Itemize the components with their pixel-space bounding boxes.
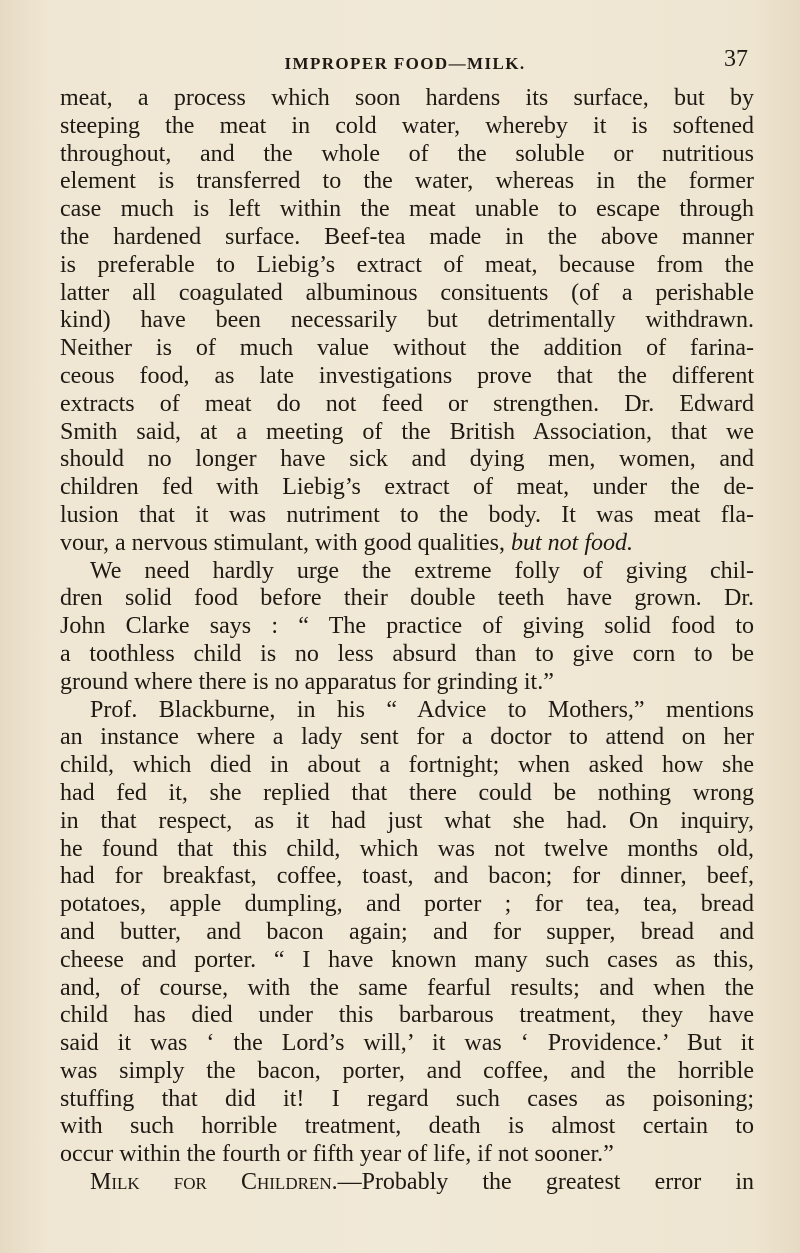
text-line: case much is left within the meat unable to escape through	[60, 196, 754, 223]
text-line: dren solid food before their double teeth have grown. Dr.	[60, 585, 754, 612]
text-line: stuffing that did it! I regard such cases as poisoning;	[60, 1085, 754, 1112]
text-line: said it was ‘ the Lord’s will,’ it was ‘ Providence.’ But it	[60, 1030, 754, 1057]
text-line: John Clarke says : “ The practice of giving solid food to	[60, 613, 754, 640]
text-line: Neither is of much value without the addition of farina-	[60, 335, 754, 362]
text-line: element is transferred to the water, whereas in the former	[60, 168, 754, 195]
page-number: 37	[724, 46, 748, 72]
text-line: Smith said, at a meeting of the British Association, that we	[60, 418, 754, 445]
text-line: the hardened surface. Beef-tea made in the above manner	[60, 223, 754, 250]
text-line: lusion that it was nutriment to the body. It was meat fla-	[60, 501, 754, 528]
italic-phrase: but not food.	[510, 529, 633, 556]
text-line: extracts of meat do not feed or strengthen. Dr. Edward	[60, 390, 754, 417]
text-line: had for breakfast, coffee, toast, and bacon; for dinner, beef,	[60, 863, 754, 890]
text-line: ground where there is no apparatus for grinding it.”	[60, 668, 554, 695]
paragraph-start: Prof. Blackburne, in his “ Advice to Mothers,” mentions	[90, 696, 754, 723]
text-line: kind) have been necessarily but detrimentally withdrawn.	[60, 307, 754, 334]
running-title: IMPROPER FOOD—MILK.	[284, 54, 526, 73]
text-line: steeping the meat in cold water, whereby it is softened	[60, 112, 754, 139]
text-line: children fed with Liebig’s extract of meat, under the de-	[60, 474, 754, 501]
text-line: cheese and porter. “ I have known many such cases as this,	[60, 946, 754, 973]
section-text: —Probably the greatest error in	[337, 1169, 754, 1196]
text-line: and butter, and bacon again; and for supper, bread and	[60, 918, 754, 945]
running-head	[60, 46, 750, 80]
text-fragment: vour, a nervous stimulant, with good qualities,	[60, 529, 511, 556]
section-paragraph	[60, 1169, 754, 1197]
section-heading: Milk for Children.	[90, 1169, 338, 1196]
text-line: latter all coagulated albuminous consituents (of a perishable	[60, 279, 754, 306]
text-line: potatoes, apple dumpling, and porter ; for tea, tea, bread	[60, 891, 754, 918]
text-line: was simply the bacon, porter, and coffee, and the horrible	[60, 1057, 754, 1084]
text-line: and, of course, with the same fearful results; and when the	[60, 974, 754, 1001]
text-line: he found that this child, which was not twelve months old,	[60, 835, 754, 862]
text-line: with such horrible treatment, death is almost certain to	[60, 1113, 754, 1140]
text-line: meat, a process which soon hardens its surface, but by	[60, 85, 754, 111]
text-line: child, which died in about a fortnight; when asked how she	[60, 752, 754, 779]
text-line: in that respect, as it had just what she had. On inquiry,	[60, 807, 754, 834]
text-line: had fed it, she replied that there could be nothing wrong	[60, 779, 754, 806]
text-line-with-italic	[60, 530, 754, 558]
text-line: ceous food, as late investigations prove that the different	[60, 362, 754, 389]
text-line: a toothless child is no less absurd than to give corn to be	[60, 640, 754, 667]
text-line: throughout, and the whole of the soluble or nutritious	[60, 140, 754, 167]
text-line: an instance where a lady sent for a doctor to attend on her	[60, 724, 754, 751]
text-line: child has died under this barbarous treatment, they have	[60, 1002, 754, 1029]
text-line: is preferable to Liebig’s extract of meat, because from the	[60, 251, 754, 278]
text-line: should no longer have sick and dying men, women, and	[60, 446, 754, 473]
paragraph-start: We need hardly urge the extreme folly of giving chil-	[90, 557, 754, 584]
body-text	[60, 85, 754, 1197]
text-line: occur within the fourth or fifth year of life, if not sooner.”	[60, 1141, 614, 1168]
